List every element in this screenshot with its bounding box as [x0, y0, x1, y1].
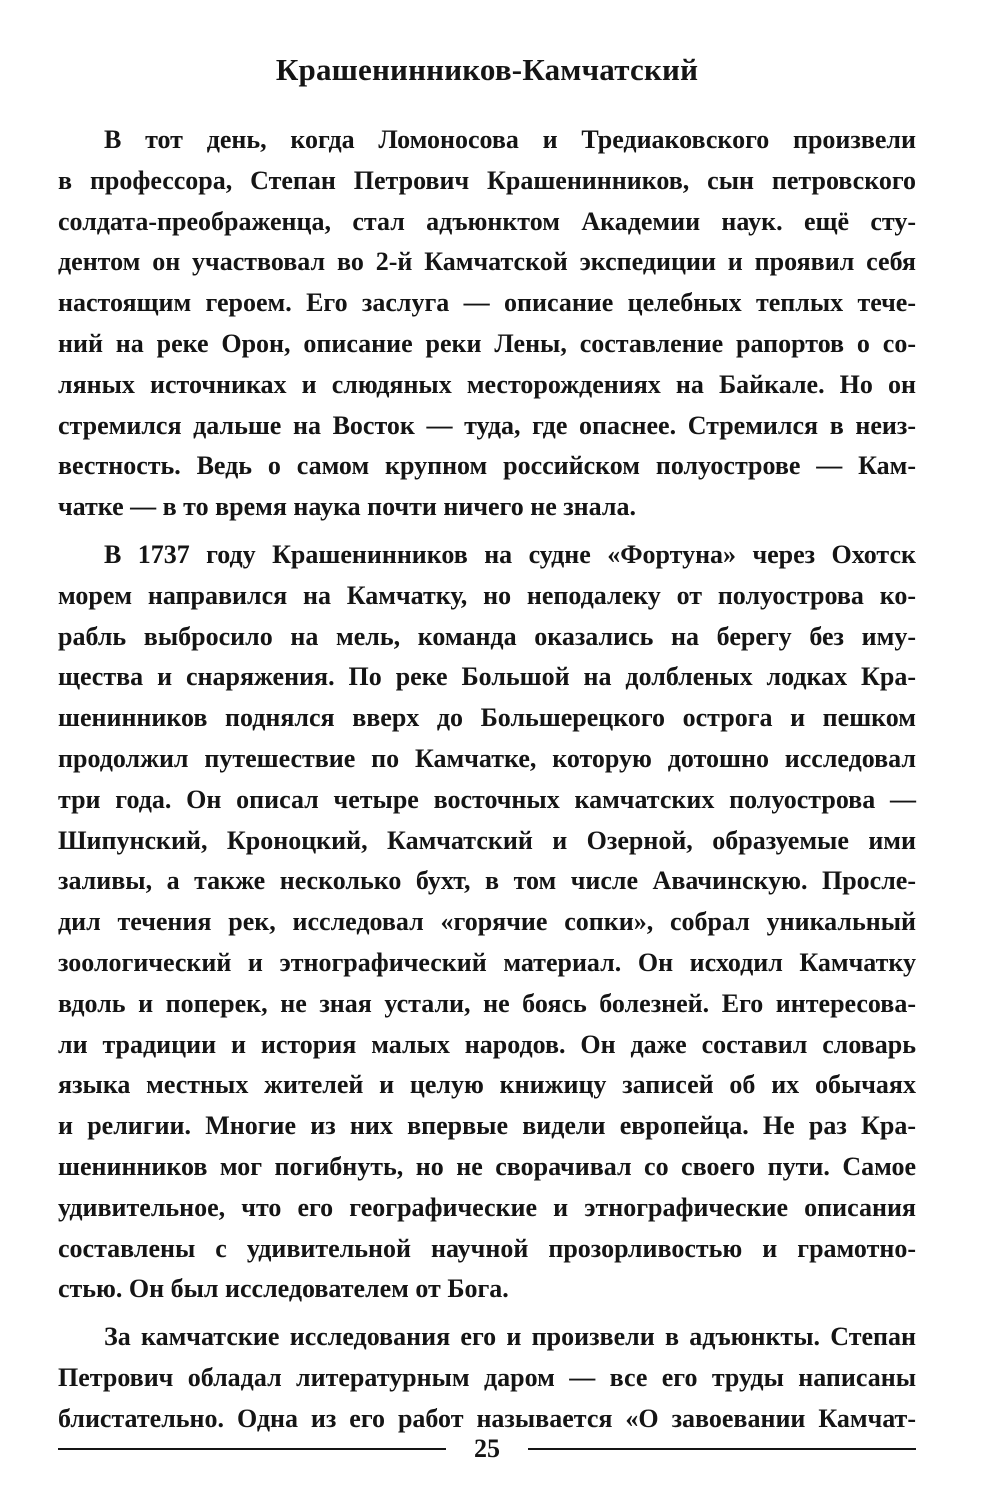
text-line: стремился дальше на Восток — туда, где опаснее. Стремился в неиз- — [58, 410, 916, 440]
text-line: зоологический и этнографический материал. Он исходил Камчатку — [58, 947, 916, 977]
text-line: заливы, а также несколько бухт, в том числе Авачинскую. Просле- — [58, 866, 916, 896]
text-line: стью. Он был исследователем от Бога. — [58, 1274, 509, 1304]
text-line: Петрович обладал литературным даром — все его труды написаны — [58, 1362, 916, 1392]
paragraph — [58, 535, 916, 1310]
text-line: Шипунский, Кроноцкий, Камчатский и Озерной, образуемые ими — [58, 825, 916, 855]
text-line: дил течения рек, исследовал «горячие сопки», собрал уникальный — [58, 907, 916, 937]
text-line: составлены с удивительной научной прозорливостью и грамотно- — [58, 1233, 916, 1263]
text-line: вдоль и поперек, не зная устали, не боясь болезней. Его интересова- — [58, 988, 916, 1018]
text-line: три года. Он описал четыре восточных камчатских полуострова — — [58, 784, 916, 814]
text-body — [58, 120, 916, 1440]
text-line: рабль выбросило на мель, команда оказались на берегу без иму- — [58, 621, 916, 651]
paragraph — [58, 1317, 916, 1439]
text-line: ляных источниках и слюдяных месторождениях на Байкале. Но он — [58, 369, 916, 399]
footer-rule-left — [58, 1448, 446, 1450]
page-number: 25 — [474, 1434, 500, 1463]
page-title: Крашенинников-Камчатский — [275, 52, 699, 87]
text-line: ли традиции и история малых народов. Он даже составил словарь — [58, 1029, 916, 1059]
text-line: удивительное, что его географические и этнографические описания — [58, 1192, 916, 1222]
text-line: щества и снаряжения. По реке Большой на долбленых лодках Кра- — [58, 662, 916, 692]
text-line: шенинников поднялся вверх до Большерецкого острога и пешком — [58, 703, 916, 733]
text-line: За камчатские исследования его и произвели в адъюнкты. Степан — [104, 1322, 916, 1352]
footer-rule-right — [528, 1448, 916, 1450]
text-line: В 1737 году Крашенинников на судне «Фортуна» через Охотск — [104, 539, 916, 569]
text-line: В тот день, когда Ломоносова и Тредиаковского произвели — [104, 125, 916, 154]
page-footer — [58, 1430, 916, 1470]
text-line: шенинников мог погибнуть, но не сворачивал со своего пути. Самое — [58, 1151, 916, 1181]
text-line: в профессора, Степан Петрович Крашенинников, сын петровского — [58, 165, 916, 195]
text-line: настоящим героем. Его заслуга — описание целебных теплых тече- — [58, 288, 916, 318]
text-line: вестность. Ведь о самом крупном российском полуострове — Кам- — [58, 451, 916, 481]
text-line: ний на реке Орон, описание реки Лены, составление рапортов о со- — [58, 328, 916, 358]
text-line: продолжил путешествие по Камчатке, которую дотошно исследовал — [58, 743, 916, 773]
text-line: чатке — в то время наука почти ничего не знала. — [58, 492, 636, 522]
text-line: языка местных жителей и целую книжицу записей об их обычаях — [58, 1070, 916, 1100]
text-line: морем направился на Камчатку, но неподалеку от полуострова ко- — [58, 580, 916, 610]
text-line: и религии. Многие из них впервые видели европейца. Не раз Кра- — [58, 1111, 916, 1141]
text-line: блистательно. Одна из его работ называется «О завоевании Камчат- — [58, 1403, 916, 1433]
text-line: дентом он участвовал во 2-й Камчатской экспедиции и проявил себя — [58, 247, 916, 277]
page-body — [58, 48, 916, 1440]
text-line: солдата-преображенца, стал адъюнктом Академии наук. ещё сту- — [58, 206, 916, 236]
paragraph — [58, 120, 916, 528]
